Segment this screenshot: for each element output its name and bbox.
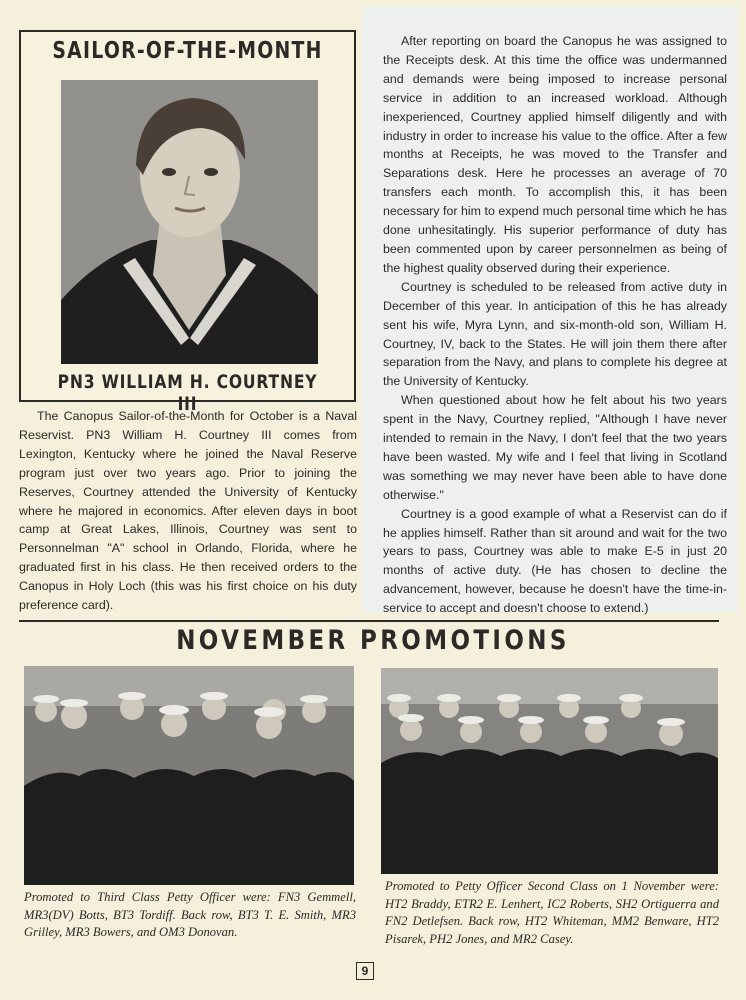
second-class-caption: Promoted to Petty Officer Second Class on 1 November were: HT2 Braddy, ETR2 E. Lenhert, IC2 Roberts, SH2 Ortiguerra and FN2 Detlefsen. Back row, HT2 Whiteman, MM2 Benware, HT2 Pisarek, PH2 Jones, and MR2 Casey. xyxy=(385,879,719,946)
article-paragraph: After reporting on board the Canopus he was assigned to the Receipts desk. At this time the office was undermanned and demands were being imposed to increase personal service in addition to an increased workload. Although inexperienced, Courtney applied himself diligently and with industry in order to increase his value to the office. After a few months at Receipts, he was moved to the Transfer and Separations desk. Here he processes an average of 70 transfers each month. To accomplish this, it has been necessary for him to expend much personal time which he has done unhesitatingly. His superior performance of duty has been commented upon by career personnelmen as being of the highest quality observed during their experience. xyxy=(383,34,727,275)
article-left-column xyxy=(19,407,357,615)
article-paragraph: Courtney is scheduled to be released from active duty in December of this year. In anticipation of this he has already sent his wife, Myra Lynn, and six-month-old son, William H. Courtney, IV, back to the States. He will join them there after separation from the Navy, and plans to complete his degree at the University of Kentucky. xyxy=(383,279,727,389)
page-number: 9 xyxy=(356,962,374,980)
third-class-caption: Promoted to Third Class Petty Officer were: FN3 Gemmell, MR3(DV) Botts, BT3 Tordiff. Back row, BT3 T. E. Smith, MR3 Grilley, MR3 Bowers, and OM3 Donovan. xyxy=(24,890,356,939)
sailor-of-month-box xyxy=(19,30,356,415)
third-class-group-photo xyxy=(24,666,354,885)
article-paragraph: Courtney is a good example of what a Reservist can do if he applies himself. Rather than sit around and wait for the two years to pass, Courtney was able to make E-5 in just 20 months of active duty. (He has chosen to decline the advancement, however, because he doesn't have the time-in-service to accept and doesn't choose to extend.) xyxy=(383,506,727,616)
article-right-column xyxy=(383,32,727,618)
article-paragraph: The Canopus Sailor-of-the-Month for October is a Naval Reservist. PN3 William H. Courtney III comes from Lexington, Kentucky where he joined the Naval Reserve program just over two years ago. Prior to joining the Reserves, Courtney attended the University of Kentucky where he majored in economics. After eleven days in boot camp at Great Lakes, Illinois, Courtney was sent to Personnelman "A" school in Orlando, Florida, where he graduated first in his class. He then received orders to the Canopus in Holy Loch (this was his first choice on his duty preference card). xyxy=(19,409,357,613)
second-class-group-photo xyxy=(381,668,718,874)
sailor-portrait xyxy=(61,80,318,364)
sailor-title: SAILOR-OF-THE-MONTH xyxy=(52,38,323,64)
article-paragraph: When questioned about how he felt about his two years spent in the Navy, Courtney replied, "Although I have never intended to remain in the Navy, I don't feel that the two years have been wasted. My wife and I feel that living in Scotland was something we may never have been able to have done otherwise." xyxy=(383,393,727,502)
section-divider xyxy=(19,620,719,622)
sailor-name: PN3 WILLIAM H. COURTNEY III xyxy=(57,371,318,415)
promotions-heading: NOVEMBER PROMOTIONS xyxy=(176,625,570,656)
